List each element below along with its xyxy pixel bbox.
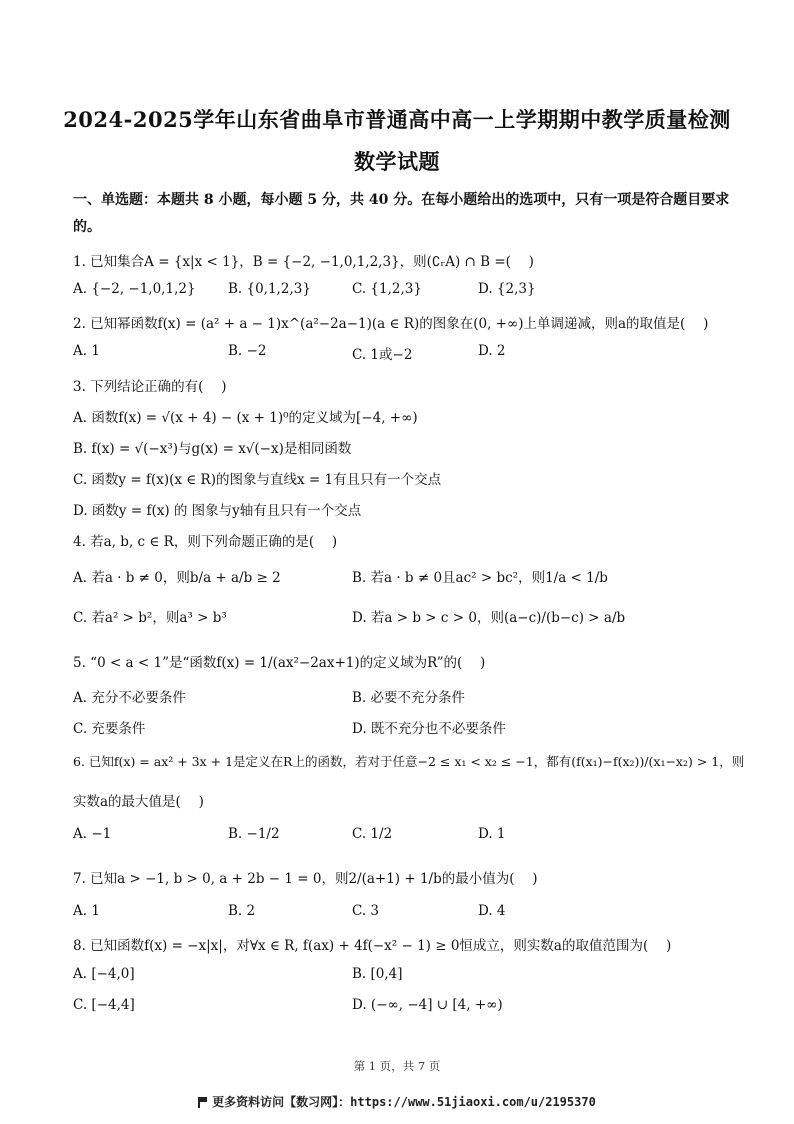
question-5-option-c: C. 充要条件	[73, 721, 146, 737]
question-8-option-b: B. [0,4]	[352, 966, 403, 982]
question-6-stem-cont: 实数a的最大值是( )	[73, 794, 204, 810]
question-8-option-a: A. [−4,0]	[73, 966, 135, 982]
question-6-option-b: B. −1/2	[228, 826, 280, 842]
question-4-stem: 4. 若a, b, c ∈ R，则下列命题正确的是( )	[73, 534, 338, 550]
resource-link-text[interactable]: 更多资料访问【数习网】：https://www.51jiaoxi.com/u/2195370	[212, 1095, 596, 1109]
resource-link[interactable]	[0, 1093, 794, 1110]
question-6-stem: 6. 已知f(x) = ax² + 3x + 1是定义在R上的函数，若对于任意−2 ≤ x₁ < x₂ ≤ −1，都有(f(x₁)−f(x₂))/(x₁−x₂) > 1，则	[73, 754, 745, 769]
page-subtitle: 数学试题	[354, 149, 440, 174]
question-3-stem: 3. 下列结论正确的有( )	[73, 379, 227, 395]
section-heading-cont: 的。	[73, 219, 101, 235]
question-1-stem: 1. 已知集合A = {x|x < 1}，B = {−2, −1,0,1,2,3}，则(∁ᵣA) ∩ B =( )	[73, 254, 534, 270]
question-2-stem: 2. 已知幂函数f(x) = (a² + a − 1)x^(a²−2a−1)(a ∈ R)的图象在(0, +∞)上单调递减，则a的取值是( )	[73, 316, 709, 332]
question-2-option-b: B. −2	[228, 343, 267, 359]
question-4-option-c: C. 若a² > b²，则a³ > b³	[73, 610, 227, 626]
question-7-option-b: B. 2	[228, 903, 256, 919]
question-4-option-a: A. 若a · b ≠ 0，则b/a + a/b ≥ 2	[73, 570, 281, 586]
question-6-option-c: C. 1/2	[352, 826, 393, 842]
question-1-option-a: A. {−2, −1,0,1,2}	[73, 281, 196, 297]
question-5-option-a: A. 充分不必要条件	[73, 690, 186, 706]
question-1-option-d: D. {2,3}	[478, 281, 536, 297]
question-8-option-d: D. (−∞, −4] ∪ [4, +∞)	[352, 997, 503, 1013]
question-3-option-b: B. f(x) = √(−x³)与g(x) = x√(−x)是相同函数	[73, 441, 352, 457]
question-5-option-b: B. 必要不充分条件	[352, 690, 466, 706]
question-2-option-a: A. 1	[73, 343, 100, 359]
question-3-option-d: D. 函数y = f(x) 的 图象与y轴有且只有一个交点	[73, 503, 362, 519]
question-7-stem: 7. 已知a > −1, b > 0, a + 2b − 1 = 0，则2/(a+1) + 1/b的最小值为( )	[73, 871, 538, 887]
question-1-option-b: B. {0,1,2,3}	[228, 281, 311, 297]
question-3-option-a: A. 函数f(x) = √(x + 4) − (x + 1)⁰的定义域为[−4, +∞)	[73, 410, 418, 426]
question-7-option-a: A. 1	[73, 903, 100, 919]
question-5-stem: 5. “0 < a < 1”是“函数f(x) = 1/(ax²−2ax+1)的定义域为R”的( )	[73, 655, 486, 671]
question-8-stem: 8. 已知函数f(x) = −x|x|，对∀x ∈ R, f(ax) + 4f(−x² − 1) ≥ 0恒成立，则实数a的取值范围为( )	[73, 938, 672, 954]
question-7-option-d: D. 4	[478, 903, 506, 919]
question-5-option-d: D. 既不充分也不必要条件	[352, 721, 506, 737]
page-title: 2024-2025学年山东省曲阜市普通高中高一上学期期中教学质量检测	[63, 107, 731, 132]
question-4-option-d: D. 若a > b > c > 0，则(a−c)/(b−c) > a/b	[352, 610, 626, 626]
section-heading: 一、单选题：本题共 8 小题，每小题 5 分，共 40 分。在每小题给出的选项中，只有一项是符合题目要求	[73, 192, 730, 208]
question-7-option-c: C. 3	[352, 903, 380, 919]
question-2-option-c: C. 1或−2	[352, 347, 413, 363]
question-1-option-c: C. {1,2,3}	[352, 281, 422, 297]
question-6-option-d: D. 1	[478, 826, 506, 842]
question-6-option-a: A. −1	[73, 826, 112, 842]
question-4-option-b: B. 若a · b ≠ 0且ac² > bc²，则1/a < 1/b	[352, 570, 608, 586]
flag-icon	[198, 1097, 208, 1107]
question-3-option-c: C. 函数y = f(x)(x ∈ R)的图象与直线x = 1有且只有一个交点	[73, 472, 442, 488]
page-number: 第 1 页，共 7 页	[353, 1059, 441, 1073]
question-2-option-d: D. 2	[478, 343, 506, 359]
question-8-option-c: C. [−4,4]	[73, 997, 135, 1013]
